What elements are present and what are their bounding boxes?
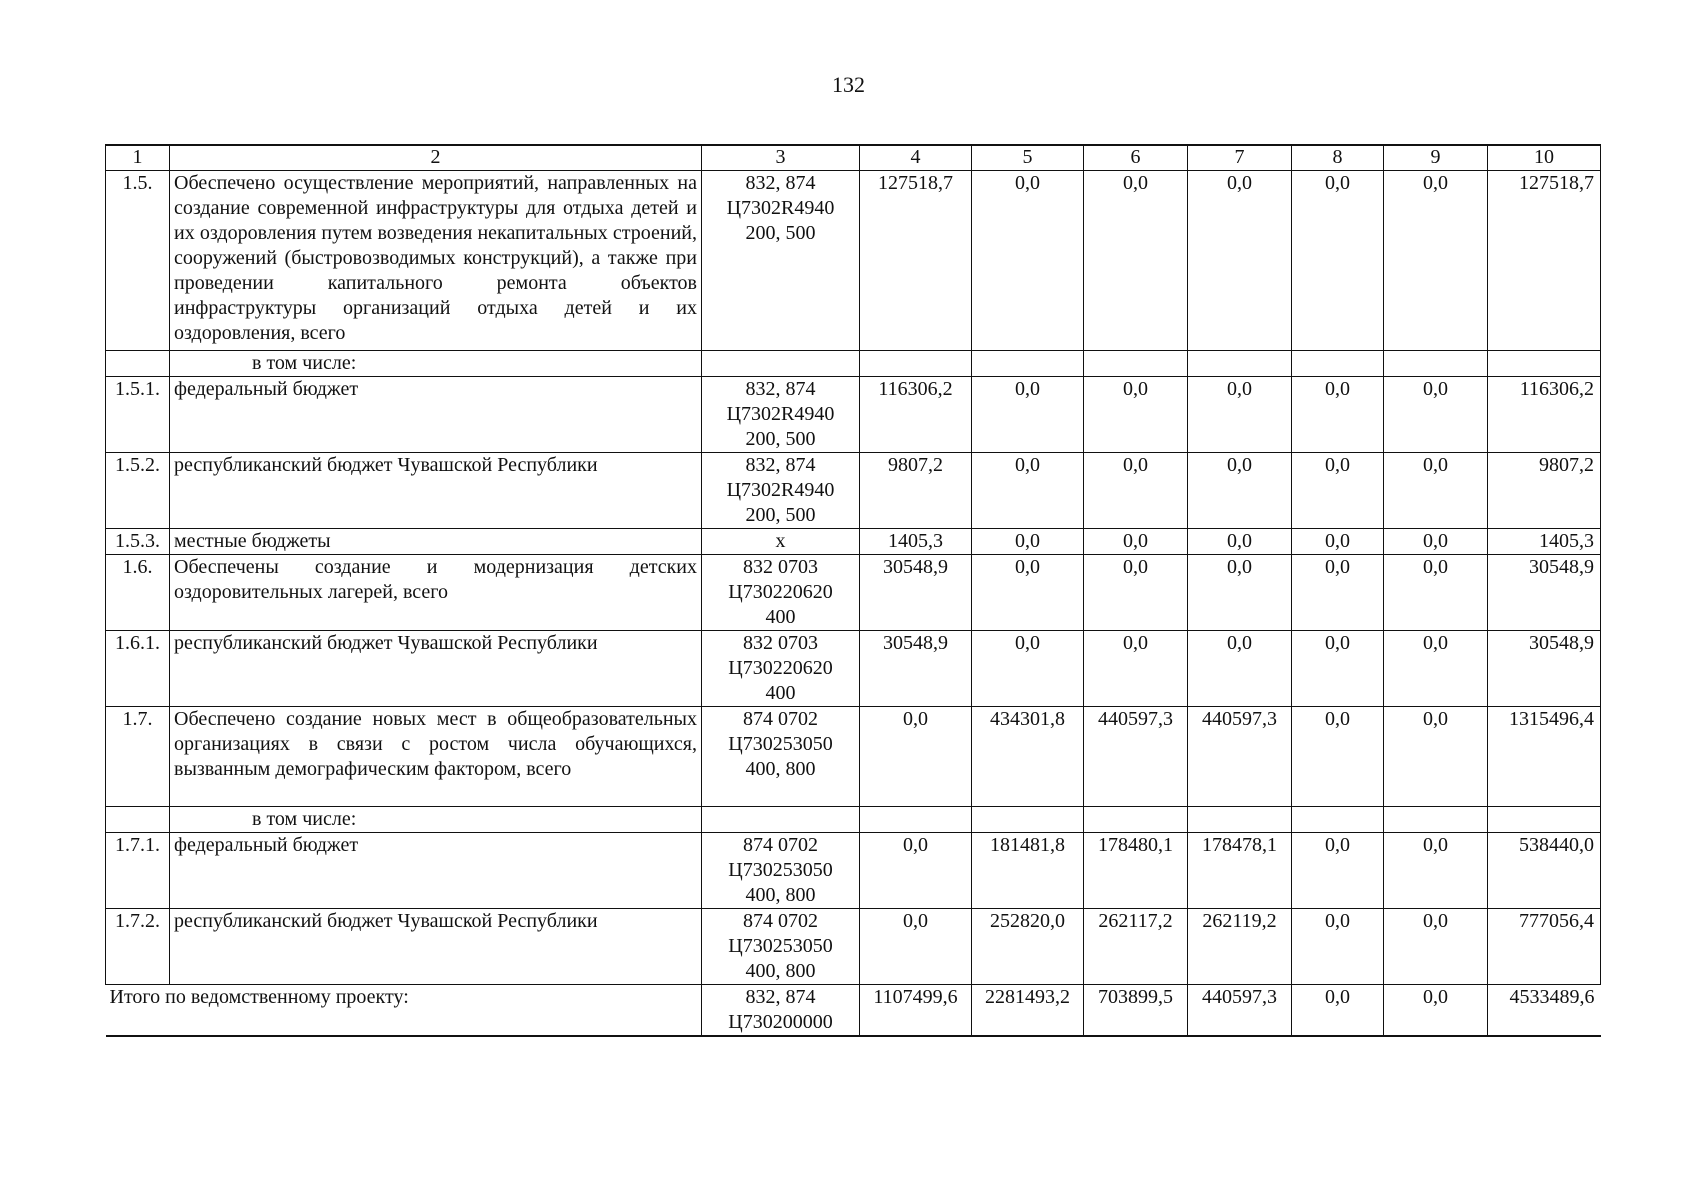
value-cell-col10: 116306,2 — [1488, 377, 1601, 453]
budget-code — [702, 171, 860, 351]
value-cell-col6: 0,0 — [1084, 555, 1188, 631]
value-cell-col10: 127518,7 — [1488, 171, 1601, 351]
value-cell-col4: 116306,2 — [860, 377, 972, 453]
budget-table — [105, 144, 1601, 1037]
value-cell-col10: 777056,4 — [1488, 909, 1601, 985]
value-cell-col7: 178478,1 — [1188, 833, 1292, 909]
row-description: республиканский бюджет Чувашской Республики — [170, 909, 702, 985]
value-cell-col9: 0,0 — [1384, 909, 1488, 985]
budget-code-line: 874 0702 — [743, 708, 818, 730]
total-value-col9: 0,0 — [1384, 985, 1488, 1037]
budget-code — [702, 807, 860, 833]
value-cell-col5: 0,0 — [972, 631, 1084, 707]
header-cell: 3 — [702, 145, 860, 171]
budget-code — [702, 529, 860, 555]
value-cell-col8 — [1292, 351, 1384, 377]
value-cell-col6: 0,0 — [1084, 377, 1188, 453]
budget-code-line: 400, 800 — [745, 884, 816, 906]
budget-code-line: Ц7302R4940 — [726, 403, 835, 425]
row-number: 1.7. — [106, 707, 170, 807]
value-cell-col8: 0,0 — [1292, 833, 1384, 909]
value-cell-col5: 252820,0 — [972, 909, 1084, 985]
value-cell-col5 — [972, 807, 1084, 833]
value-cell-col8: 0,0 — [1292, 529, 1384, 555]
value-cell-col4: 0,0 — [860, 909, 972, 985]
row-number: 1.6.1. — [106, 631, 170, 707]
row-description: Обеспечено осуществление мероприятий, направленных на создание современной инфраструктуры для отдыха детей и их оздоровления путем возведения некапитальных строений, сооружений (быстровозводимых конструкций), а также при проведении капитального ремонта объектов инфраструктуры организаций отдыха детей и их оздоровления, всего — [170, 171, 702, 351]
value-cell-col5: 0,0 — [972, 377, 1084, 453]
total-row — [106, 985, 1601, 1037]
budget-code-line: 400, 800 — [745, 758, 816, 780]
subhead-row — [106, 351, 1601, 377]
budget-code-line: 874 0702 — [743, 834, 818, 856]
value-cell-col7 — [1188, 807, 1292, 833]
budget-code — [702, 833, 860, 909]
budget-code — [702, 909, 860, 985]
budget-code-line: 832, 874 — [745, 986, 816, 1008]
header-cell: 8 — [1292, 145, 1384, 171]
header-cell: 1 — [106, 145, 170, 171]
value-cell-col6: 440597,3 — [1084, 707, 1188, 807]
value-cell-col10: 1405,3 — [1488, 529, 1601, 555]
value-cell-col8: 0,0 — [1292, 707, 1384, 807]
value-cell-col9: 0,0 — [1384, 631, 1488, 707]
row-number: 1.7.1. — [106, 833, 170, 909]
value-cell-col10 — [1488, 807, 1601, 833]
value-cell-col4 — [860, 351, 972, 377]
budget-code-line: 832, 874 — [745, 172, 816, 194]
total-value-col6: 703899,5 — [1084, 985, 1188, 1037]
row-number: 1.5.1. — [106, 377, 170, 453]
budget-code-line: Ц730253050 — [728, 935, 833, 957]
header-cell: 9 — [1384, 145, 1488, 171]
value-cell-col6: 262117,2 — [1084, 909, 1188, 985]
value-cell-col9: 0,0 — [1384, 707, 1488, 807]
header-cell: 7 — [1188, 145, 1292, 171]
header-cell: 5 — [972, 145, 1084, 171]
value-cell-col6: 0,0 — [1084, 453, 1188, 529]
value-cell-col8: 0,0 — [1292, 555, 1384, 631]
table-row — [106, 377, 1601, 453]
table-row — [106, 171, 1601, 351]
table-row — [106, 833, 1601, 909]
budget-code-line: Ц7302R4940 — [726, 197, 835, 219]
value-cell-col7: 262119,2 — [1188, 909, 1292, 985]
row-description: в том числе: — [170, 807, 702, 833]
budget-code-line: Ц7302R4940 — [726, 479, 835, 501]
budget-code — [702, 377, 860, 453]
value-cell-col8: 0,0 — [1292, 631, 1384, 707]
budget-code-line: 832, 874 — [745, 378, 816, 400]
row-description: федеральный бюджет — [170, 377, 702, 453]
table-row — [106, 529, 1601, 555]
value-cell-col8: 0,0 — [1292, 171, 1384, 351]
table-row — [106, 707, 1601, 807]
total-value-col5: 2281493,2 — [972, 985, 1084, 1037]
value-cell-col4: 9807,2 — [860, 453, 972, 529]
value-cell-col9: 0,0 — [1384, 453, 1488, 529]
value-cell-col10: 1315496,4 — [1488, 707, 1601, 807]
value-cell-col9: 0,0 — [1384, 377, 1488, 453]
value-cell-col5: 0,0 — [972, 529, 1084, 555]
budget-code-line: 400, 800 — [745, 960, 816, 982]
budget-code-line: х — [775, 530, 786, 552]
row-description: Обеспечено создание новых мест в общеобразовательных организациях в связи с ростом числа обучающихся, вызванным демографическим фактором, всего — [170, 707, 702, 807]
value-cell-col10: 30548,9 — [1488, 555, 1601, 631]
value-cell-col9: 0,0 — [1384, 555, 1488, 631]
value-cell-col9: 0,0 — [1384, 529, 1488, 555]
header-cell: 4 — [860, 145, 972, 171]
budget-code-line: 200, 500 — [745, 428, 816, 450]
budget-code — [702, 631, 860, 707]
value-cell-col6 — [1084, 807, 1188, 833]
total-value-col7: 440597,3 — [1188, 985, 1292, 1037]
budget-code-line: 832 0703 — [743, 556, 818, 578]
value-cell-col6: 0,0 — [1084, 171, 1188, 351]
budget-code — [702, 985, 860, 1037]
total-value-col10: 4533489,6 — [1488, 985, 1601, 1037]
page-number: 132 — [832, 72, 865, 97]
row-number: 1.7.2. — [106, 909, 170, 985]
total-value-col4: 1107499,6 — [860, 985, 972, 1037]
value-cell-col4: 0,0 — [860, 707, 972, 807]
budget-code-line: 400 — [765, 606, 796, 628]
budget-code-line: 832, 874 — [745, 454, 816, 476]
value-cell-col6: 0,0 — [1084, 631, 1188, 707]
value-cell-col7: 0,0 — [1188, 555, 1292, 631]
header-row — [106, 145, 1601, 171]
value-cell-col9 — [1384, 351, 1488, 377]
value-cell-col7: 440597,3 — [1188, 707, 1292, 807]
table-row — [106, 909, 1601, 985]
value-cell-col7: 0,0 — [1188, 171, 1292, 351]
value-cell-col5: 181481,8 — [972, 833, 1084, 909]
budget-code-line: 400 — [765, 682, 796, 704]
value-cell-col4: 30548,9 — [860, 555, 972, 631]
value-cell-col5: 0,0 — [972, 453, 1084, 529]
value-cell-col7: 0,0 — [1188, 377, 1292, 453]
value-cell-col5: 434301,8 — [972, 707, 1084, 807]
budget-code-line: 832 0703 — [743, 632, 818, 654]
row-description: Обеспечены создание и модернизация детских оздоровительных лагерей, всего — [170, 555, 702, 631]
budget-code-line: 874 0702 — [743, 910, 818, 932]
budget-code-line: 200, 500 — [745, 504, 816, 526]
value-cell-col4: 30548,9 — [860, 631, 972, 707]
row-description: республиканский бюджет Чувашской Республики — [170, 453, 702, 529]
subhead-row — [106, 807, 1601, 833]
table-row — [106, 555, 1601, 631]
row-number — [106, 807, 170, 833]
value-cell-col5 — [972, 351, 1084, 377]
value-cell-col9: 0,0 — [1384, 833, 1488, 909]
row-description: федеральный бюджет — [170, 833, 702, 909]
value-cell-col10 — [1488, 351, 1601, 377]
row-number: 1.6. — [106, 555, 170, 631]
value-cell-col4: 127518,7 — [860, 171, 972, 351]
value-cell-col5: 0,0 — [972, 555, 1084, 631]
row-description: в том числе: — [170, 351, 702, 377]
header-cell: 2 — [170, 145, 702, 171]
budget-code-line: Ц730253050 — [728, 733, 833, 755]
value-cell-col6: 0,0 — [1084, 529, 1188, 555]
row-number: 1.5.3. — [106, 529, 170, 555]
budget-code-line: Ц730220620 — [728, 657, 833, 679]
row-description: республиканский бюджет Чувашской Республики — [170, 631, 702, 707]
budget-code — [702, 351, 860, 377]
budget-code — [702, 453, 860, 529]
row-description: местные бюджеты — [170, 529, 702, 555]
budget-code-line: 200, 500 — [745, 222, 816, 244]
value-cell-col9 — [1384, 807, 1488, 833]
budget-code-line: Ц730220620 — [728, 581, 833, 603]
value-cell-col4: 1405,3 — [860, 529, 972, 555]
value-cell-col8: 0,0 — [1292, 909, 1384, 985]
value-cell-col4 — [860, 807, 972, 833]
value-cell-col7: 0,0 — [1188, 529, 1292, 555]
value-cell-col8 — [1292, 807, 1384, 833]
table-row — [106, 453, 1601, 529]
value-cell-col6 — [1084, 351, 1188, 377]
row-number: 1.5. — [106, 171, 170, 351]
value-cell-col10: 30548,9 — [1488, 631, 1601, 707]
budget-code-line: Ц730200000 — [728, 1011, 833, 1033]
value-cell-col8: 0,0 — [1292, 377, 1384, 453]
budget-code — [702, 555, 860, 631]
value-cell-col10: 538440,0 — [1488, 833, 1601, 909]
value-cell-col4: 0,0 — [860, 833, 972, 909]
budget-code-line: Ц730253050 — [728, 859, 833, 881]
value-cell-col10: 9807,2 — [1488, 453, 1601, 529]
row-number: 1.5.2. — [106, 453, 170, 529]
row-number — [106, 351, 170, 377]
value-cell-col5: 0,0 — [972, 171, 1084, 351]
header-cell: 6 — [1084, 145, 1188, 171]
table-row — [106, 631, 1601, 707]
value-cell-col9: 0,0 — [1384, 171, 1488, 351]
value-cell-col6: 178480,1 — [1084, 833, 1188, 909]
budget-code — [702, 707, 860, 807]
value-cell-col7: 0,0 — [1188, 453, 1292, 529]
value-cell-col8: 0,0 — [1292, 453, 1384, 529]
header-cell: 10 — [1488, 145, 1601, 171]
total-label: Итого по ведомственному проекту: — [106, 985, 702, 1037]
value-cell-col7: 0,0 — [1188, 631, 1292, 707]
total-value-col8: 0,0 — [1292, 985, 1384, 1037]
value-cell-col7 — [1188, 351, 1292, 377]
